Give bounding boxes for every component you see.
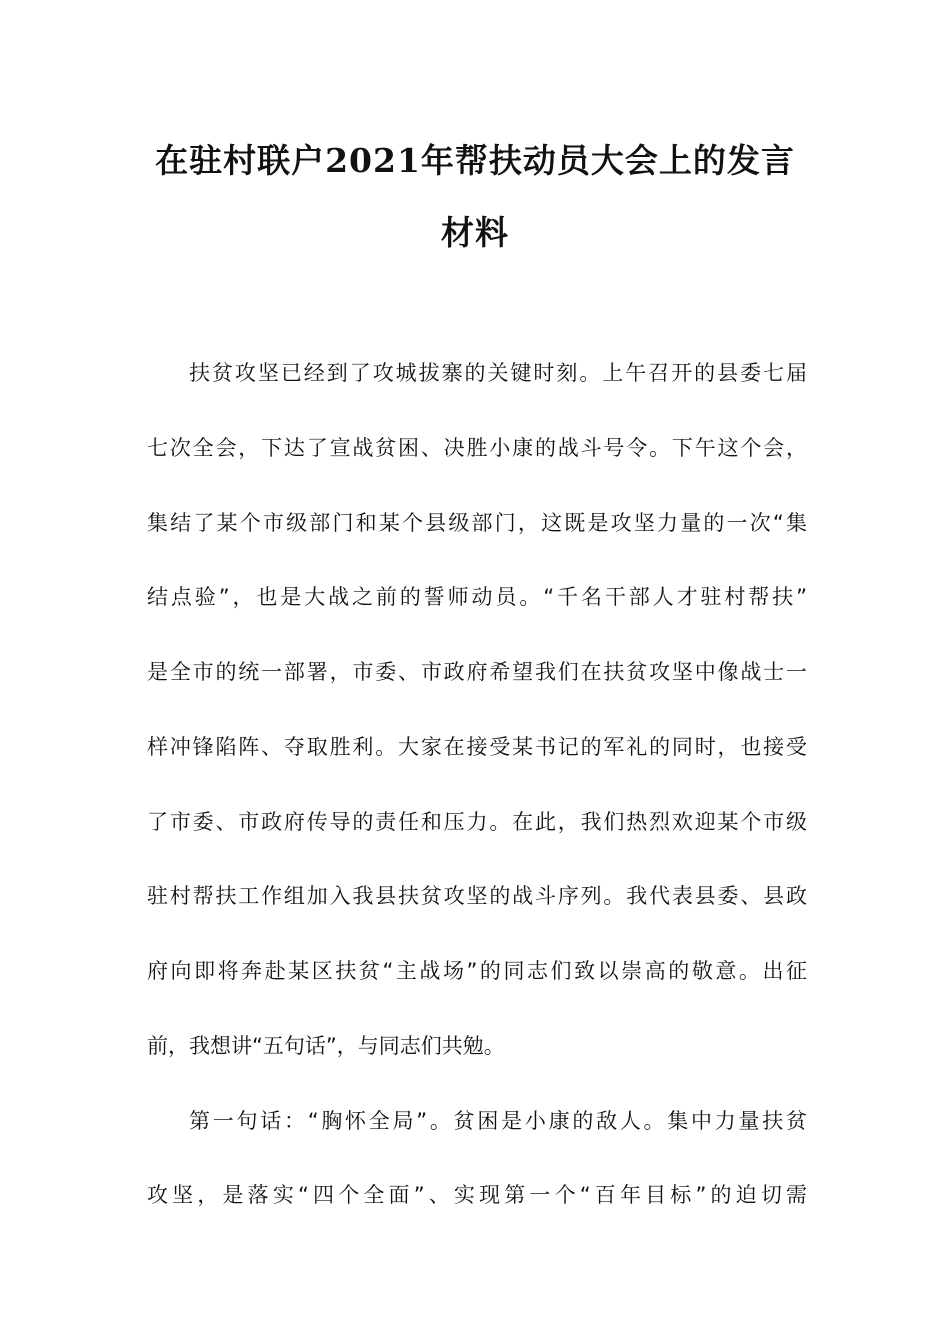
paragraph-line: 样冲锋陷阵、夺取胜利。大家在接受某书记的军礼的同时，也接受 <box>147 735 807 759</box>
paragraph-line: 集结了某个市级部门和某个县级部门，这既是攻坚力量的一次“集 <box>147 511 807 535</box>
paragraph-line: 攻坚，是落实“四个全面”、实现第一个“百年目标”的迫切需 <box>147 1183 807 1207</box>
paragraph-line: 驻村帮扶工作组加入我县扶贫攻坚的战斗序列。我代表县委、县政 <box>147 884 807 908</box>
paragraph-line: 结点验”，也是大战之前的誓师动员。“千名干部人才驻村帮扶” <box>147 585 807 609</box>
paragraph-line: 前，我想讲“五句话”，与同志们共勉。 <box>147 1034 505 1058</box>
paragraph-line: 是全市的统一部署，市委、市政府希望我们在扶贫攻坚中像战士一 <box>147 660 807 684</box>
paragraph-line: 第一句话：“胸怀全局”。贫困是小康的敌人。集中力量扶贫 <box>189 1109 807 1133</box>
paragraph-line: 七次全会，下达了宣战贫困、决胜小康的战斗号令。下午这个会， <box>147 436 807 460</box>
document-title-line-2: 材料 <box>441 213 509 252</box>
paragraph-line: 扶贫攻坚已经到了攻城拔寨的关键时刻。上午召开的县委七届 <box>189 361 807 385</box>
document-title-line-1: 在驻村联户2021年帮扶动员大会上的发言 <box>155 141 795 180</box>
paragraph-line: 了市委、市政府传导的责任和压力。在此，我们热烈欢迎某个市级 <box>147 810 807 834</box>
paragraph-line: 府向即将奔赴某区扶贫“主战场”的同志们致以崇高的敬意。出征 <box>147 959 807 983</box>
